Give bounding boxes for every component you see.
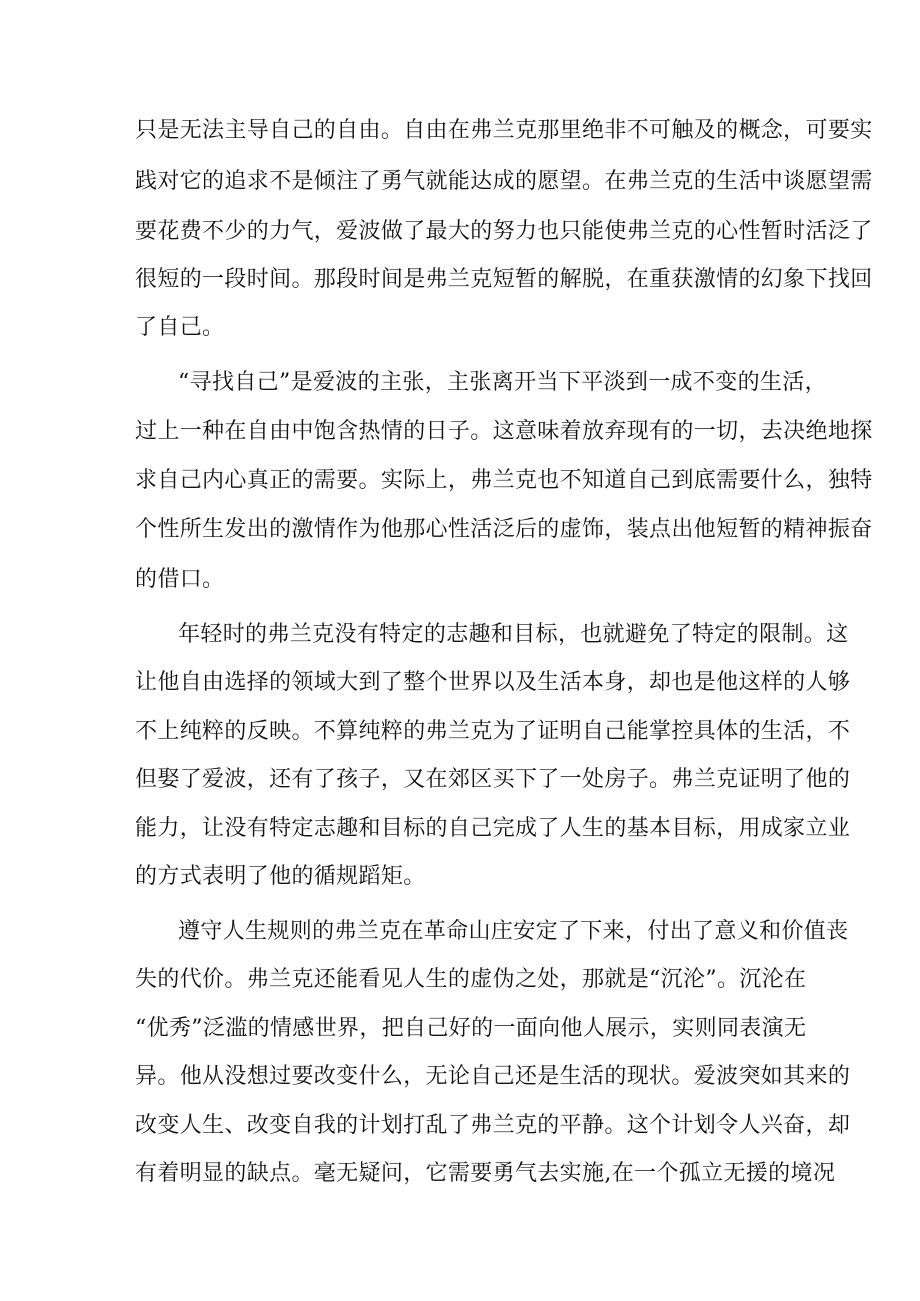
text-line: 很短的一段时间。那段时间是弗兰克短暂的解脱，在重获激情的幻象下找回 — [135, 267, 873, 292]
text-line: 求自己内心真正的需要。实际上，弗兰克也不知道自己到底需要什么，独特 — [135, 468, 873, 493]
text-line: “优秀”泛滥的情感世界，把自己好的一面向他人展示，实则同表演无 — [135, 1016, 807, 1041]
text-line: 的方式表明了他的循规蹈矩。 — [135, 864, 426, 889]
text-line: 年轻时的弗兰克没有特定的志趣和目标，也就避免了特定的限制。这 — [178, 622, 849, 647]
text-line: 能力，让没有特定志趣和目标的自己完成了人生的基本目标，用成家立业 — [135, 816, 851, 841]
text-line: 失的代价。弗兰克还能看见人生的虚伪之处，那就是“沉沦”。沉沦在 — [135, 967, 807, 992]
text-line: 的借口。 — [135, 567, 225, 592]
text-line: 过上一种在自由中饱含热情的日子。这意味着放弃现有的一切，去决绝地探 — [135, 419, 873, 444]
text-line: 了自己。 — [135, 315, 225, 340]
text-line: 要花费不少的力气，爱波做了最大的努力也只能使弗兰克的心性暂时活泛了 — [135, 219, 873, 244]
text-line: “寻找自己”是爱波的主张，主张离开当下平淡到一成不变的生活， — [178, 370, 827, 395]
text-line: 有着明显的缺点。毫无疑问，它需要勇气去实施,在一个孤立无援的境况 — [135, 1161, 836, 1186]
text-line: 异。他从没想过要改变什么，无论自己还是生活的现状。爱波突如其来的 — [135, 1064, 851, 1089]
text-line: 遵守人生规则的弗兰克在革命山庄安定了下来，付出了意义和价值丧 — [178, 919, 849, 944]
text-line: 让他自由选择的领域大到了整个世界以及生活本身，却也是他这样的人够 — [135, 670, 851, 695]
text-line: 不上纯粹的反映。不算纯粹的弗兰克为了证明自己能掌控具体的生活，不 — [135, 719, 851, 744]
text-line: 只是无法主导自己的自由。自由在弗兰克那里绝非不可触及的概念，可要实 — [135, 118, 873, 143]
text-line: 改变人生、改变自我的计划打乱了弗兰克的平静。这个计划令人兴奋，却 — [135, 1113, 851, 1138]
text-line: 践对它的追求不是倾注了勇气就能达成的愿望。在弗兰克的生活中谈愿望需 — [135, 169, 873, 194]
text-line: 但娶了爱波，还有了孩子，又在郊区买下了一处房子。弗兰克证明了他的 — [135, 767, 851, 792]
text-line: 个性所生发出的激情作为他那心性活泛后的虚饰，装点出他短暂的精神振奋 — [135, 517, 873, 542]
